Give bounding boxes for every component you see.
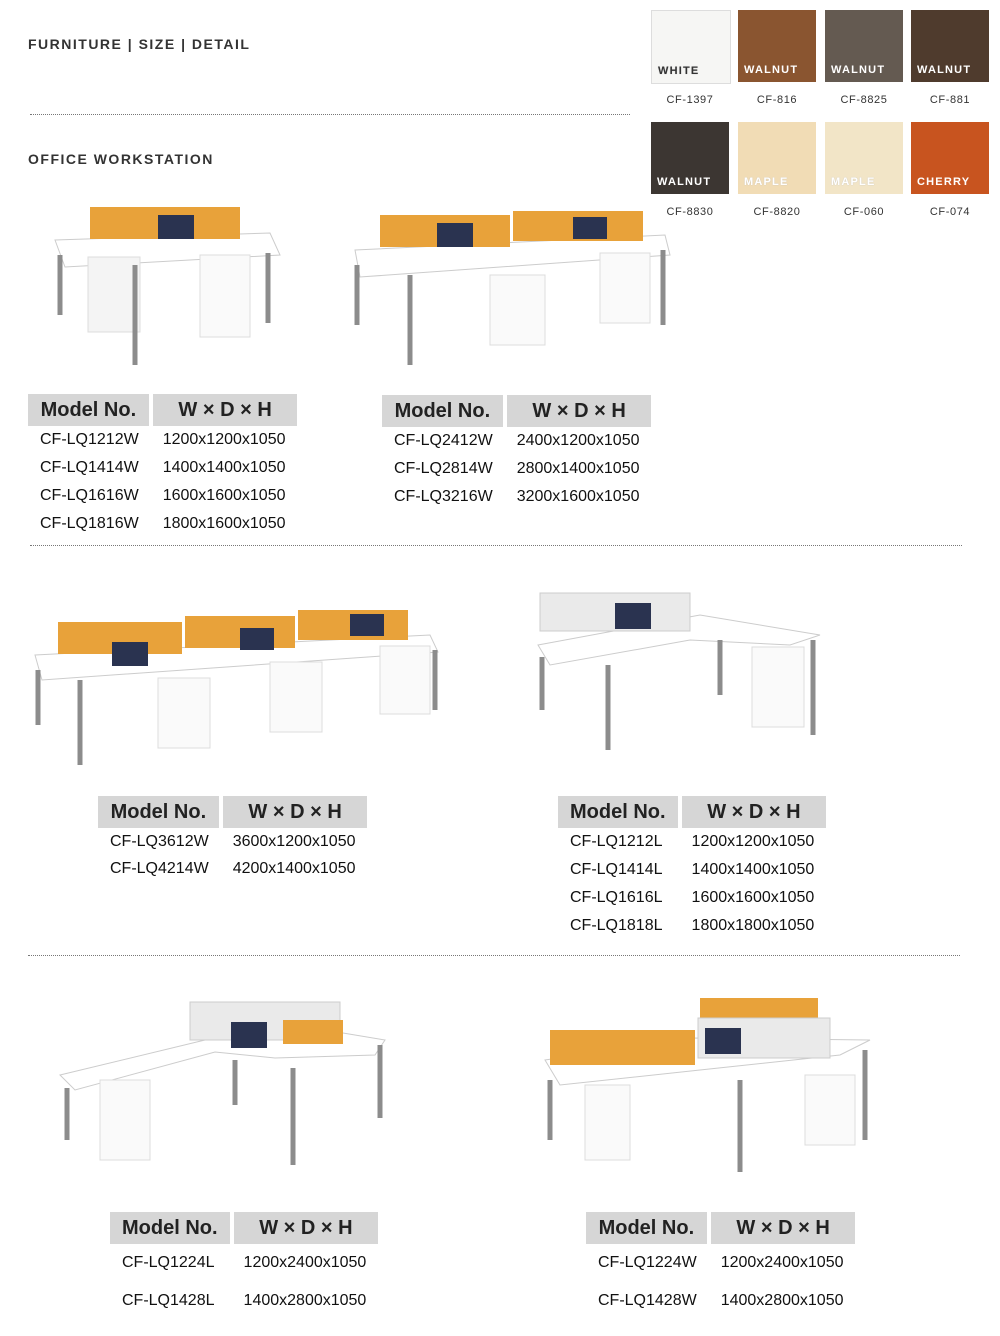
swatch-cf-060 [825,122,903,194]
page-title: FURNITURE | SIZE | DETAIL [28,36,251,52]
model-number: CF-LQ4214W [110,859,209,877]
swatch-code: CF-881 [929,94,971,106]
l-shape-desk-image [530,585,830,755]
dimensions: 1400x1400x1050 [162,459,286,476]
column-header-dimensions: W × D × H [505,395,652,427]
model-number: CF-LQ3612W [110,832,209,850]
swatch-cf-8820 [738,122,816,194]
swatch-name: CHERRY [917,176,971,188]
dimensions: 1400x2800x1050 [720,1292,844,1309]
divider [28,955,960,956]
model-number: CF-LQ1414W [40,459,139,476]
table-row [28,426,297,454]
dimensions: 2400x1200x1050 [516,432,640,449]
dimensions: 3200x1600x1050 [516,488,640,505]
model-number: CF-LQ2814W [394,460,493,477]
model-number: CF-LQ1414L [570,861,663,878]
dimensions: 1200x2400x1050 [720,1254,844,1271]
column-header-dimensions: W × D × H [151,394,298,426]
table-row [28,454,297,482]
table-row [98,828,367,855]
table-row [382,427,651,455]
swatch-cf-8830 [651,122,729,194]
swatch-name: WALNUT [917,64,972,76]
column-header-dimensions: W × D × H [232,1212,379,1244]
dimensions: 3600x1200x1050 [232,832,356,850]
column-header-model: Model No. [110,1212,232,1244]
model-number: CF-LQ1428L [122,1292,215,1309]
swatch-cf-1397 [651,10,731,84]
column-header-model: Model No. [382,395,505,427]
spec-table-workstation-6 [98,796,367,882]
dimensions: 1600x1600x1050 [162,487,286,504]
cluster-2-seat-image [540,990,880,1180]
model-number: CF-LQ2412W [394,432,493,449]
swatch-name: MAPLE [831,176,876,188]
spec-table-l-shape [558,796,826,940]
model-number: CF-LQ1616L [570,889,663,906]
swatch-cf-8825 [825,10,903,82]
dimensions: 1400x2800x1050 [243,1292,367,1309]
swatch-name: WALNUT [831,64,886,76]
table-row [558,828,826,856]
spec-table-cluster [586,1212,855,1320]
table-row [98,855,367,882]
model-number: CF-LQ1428W [598,1292,697,1309]
dimensions: 1800x1600x1050 [162,515,286,532]
dimensions: 1400x1400x1050 [691,861,815,878]
model-number: CF-LQ1224W [598,1254,697,1271]
dimensions: 4200x1400x1050 [232,859,356,877]
table-row [382,455,651,483]
model-number: CF-LQ1212W [40,431,139,448]
swatch-code: CF-8825 [840,94,888,106]
swatch-name: WALNUT [657,176,712,188]
swatch-name: WHITE [658,65,700,77]
table-row [110,1244,378,1282]
table-row [110,1282,378,1320]
model-number: CF-LQ1212L [570,833,663,850]
column-header-model: Model No. [98,796,221,828]
swatch-name: MAPLE [744,176,789,188]
swatch-cf-816 [738,10,816,82]
table-row [382,483,651,511]
swatch-code: CF-060 [843,206,885,218]
spec-table-l-shape-2 [110,1212,378,1320]
swatch-cf-881 [911,10,989,82]
table-row [558,912,826,940]
divider [30,114,630,115]
column-header-model: Model No. [558,796,680,828]
swatch-name: WALNUT [744,64,799,76]
swatch-code: CF-074 [929,206,971,218]
dimensions: 1200x1200x1050 [162,431,286,448]
model-number: CF-LQ3216W [394,488,493,505]
workstation-2-seat-image [40,195,290,375]
spec-table-workstation-2 [28,394,297,538]
swatch-code: CF-8820 [753,206,801,218]
dimensions: 1200x1200x1050 [691,833,815,850]
section-title: OFFICE WORKSTATION [28,151,214,167]
swatch-code: CF-1397 [666,94,714,106]
swatch-cf-074 [911,122,989,194]
swatch-code: CF-8830 [666,206,714,218]
l-shape-2-seat-image [55,1000,395,1170]
workstation-4-seat-image [345,205,675,375]
column-header-dimensions: W × D × H [680,796,827,828]
dimensions: 2800x1400x1050 [516,460,640,477]
table-row [28,510,297,538]
table-row [586,1282,855,1320]
divider [30,545,962,546]
model-number: CF-LQ1616W [40,487,139,504]
spec-table-workstation-4 [382,395,651,511]
dimensions: 1200x2400x1050 [243,1254,367,1271]
table-row [28,482,297,510]
column-header-model: Model No. [28,394,151,426]
swatch-code: CF-816 [756,94,798,106]
model-number: CF-LQ1224L [122,1254,215,1271]
model-number: CF-LQ1816W [40,515,139,532]
dimensions: 1800x1800x1050 [691,917,815,934]
column-header-dimensions: W × D × H [709,1212,856,1244]
table-row [558,856,826,884]
column-header-dimensions: W × D × H [221,796,368,828]
model-number: CF-LQ1818L [570,917,663,934]
column-header-model: Model No. [586,1212,709,1244]
workstation-6-seat-image [30,600,445,770]
table-row [586,1244,855,1282]
dimensions: 1600x1600x1050 [691,889,815,906]
table-row [558,884,826,912]
